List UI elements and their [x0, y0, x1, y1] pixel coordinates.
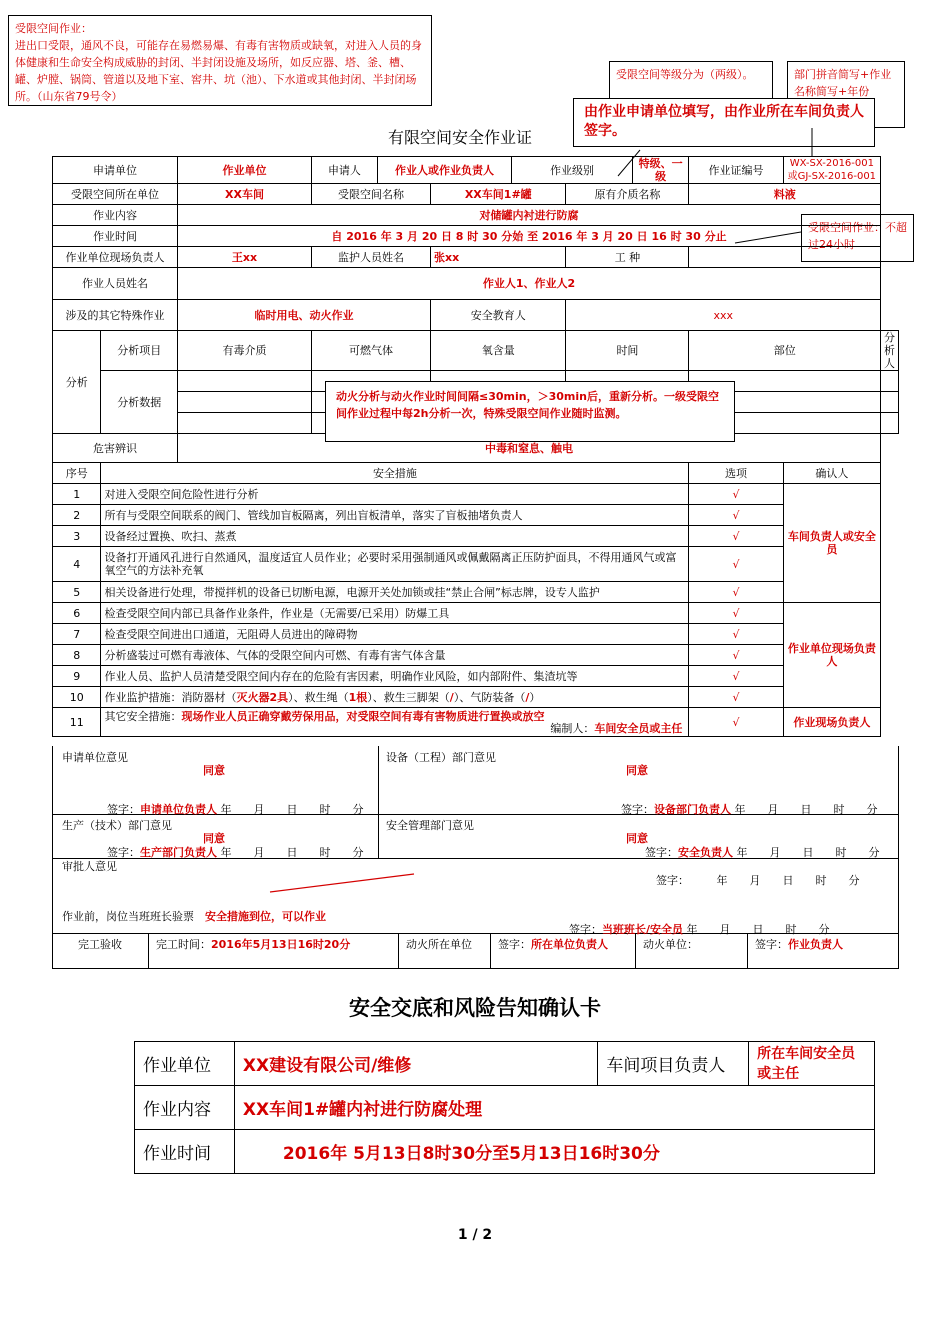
analysis-cell [881, 392, 899, 413]
completion-time-label: 完工时间： [156, 938, 211, 951]
measure-11-author: 车间安全员或主任 [594, 722, 683, 735]
space-unit-label: 受限空间所在单位 [53, 184, 178, 205]
production-opinion: 同意 [203, 832, 225, 845]
signature-date: 年 月 日 时 分 [734, 803, 878, 816]
analysis-cell [881, 371, 899, 392]
fire-unit-label: 动火所在单位 [406, 938, 472, 951]
signature-date: 年 月 日 时 分 [220, 846, 364, 859]
equipment-opinion: 同意 [626, 764, 648, 777]
monitor-label: 监护人员姓名 [312, 247, 431, 268]
measure-10-gas-gear: / [525, 690, 530, 704]
content-value: 对储罐内衬进行防腐 [178, 205, 881, 226]
signature-date: 年 月 日 时 分 [686, 923, 830, 936]
measures-header-option: 选项 [689, 463, 783, 484]
measure-11-text [101, 708, 689, 737]
completion-time: 2016年5月13日16时20分 [211, 938, 351, 951]
measures-header-measure: 安全措施 [101, 463, 689, 484]
opinions-divider [398, 933, 399, 969]
card-content-label: 作业内容 [135, 1086, 235, 1130]
measure-text: 所有与受限空间联系的阀门、管线加盲板隔离，列出盲板清单，落实了盲板抽堵负责人 [101, 505, 689, 526]
measure-text: 作业人员、监护人员清楚受限空间内存在的危险有害因素，明确作业风险，如内部附件、集渣坑等 [101, 666, 689, 687]
measure-check: √ [689, 484, 783, 505]
measure-10-rope: 1根 [348, 690, 368, 704]
analysis-note-callout [325, 381, 735, 442]
page-number: 1 / 2 [457, 1227, 493, 1243]
grade-value: 特级、一级 [632, 157, 688, 184]
time-value: 自 2016 年 3 月 20 日 8 时 30 分始 至 2016 年 3 月 20 日 16 时 30 分止 [178, 226, 881, 247]
pre-check-label: 作业前，岗位当班班长验票 [62, 910, 194, 923]
fire-unit-signature-line [498, 936, 608, 952]
fire-work-signature-line [755, 936, 843, 952]
applicant-opinion: 同意 [203, 764, 225, 777]
measure-10-part: 作业监护措施：消防器材（ [104, 690, 237, 704]
analysis-label: 分析 [53, 331, 101, 434]
measure-no: 11 [53, 708, 101, 737]
card-table [134, 1041, 875, 1174]
measure-10-part: ） [529, 690, 541, 704]
education-label: 安全教育人 [431, 300, 566, 331]
measure-no: 3 [53, 526, 101, 547]
applicant-unit-label: 申请单位 [53, 157, 178, 184]
site-leader-label: 作业单位现场负责人 [53, 247, 178, 268]
applicant-signature: 申请单位负责人 [140, 803, 217, 816]
measure-no: 10 [53, 687, 101, 708]
measure-no: 8 [53, 645, 101, 666]
measure-no: 1 [53, 484, 101, 505]
applicant-opinion-label: 申请单位意见 [62, 751, 128, 764]
measure-text: 检查受限空间进出口通道，无阻碍人员进出的障碍物 [101, 624, 689, 645]
medium-label: 原有介质名称 [566, 184, 689, 205]
measure-text: 设备经过置换、吹扫、蒸煮 [101, 526, 689, 547]
analysis-col-flammable: 可燃气体 [312, 331, 431, 371]
applicant-value: 作业人或作业负责人 [377, 157, 511, 184]
applicant-unit-value: 作业单位 [178, 157, 312, 184]
card-unit-label: 作业单位 [135, 1042, 235, 1086]
workers-value: 作业人1、作业人2 [178, 268, 881, 300]
fire-unit-signature: 所在单位负责人 [531, 938, 608, 951]
measures-header-no: 序号 [53, 463, 101, 484]
analysis-data-label: 分析数据 [101, 371, 178, 434]
measure-check: √ [689, 645, 783, 666]
applicant-label: 申请人 [312, 157, 378, 184]
confirm-group-1: 车间负责人或安全员 [783, 484, 880, 603]
content-label: 作业内容 [53, 205, 178, 226]
signature-label: 签字： [755, 938, 788, 951]
safety-signature: 安全负责人 [678, 846, 733, 859]
applicant-signature-line [107, 801, 364, 817]
permit-title: 有限空间安全作业证 [388, 128, 533, 147]
education-value: xxx [566, 300, 881, 331]
cert-no-value: WX-SX-2016-001或GJ-SX-2016-001 [783, 157, 880, 184]
signature-label: 签字： [645, 846, 678, 859]
equipment-signature: 设备部门负责人 [654, 803, 731, 816]
production-signature-line [107, 844, 364, 860]
card-content: XX车间1#罐内衬进行防腐处理 [234, 1086, 874, 1130]
measure-10-part: ）、气防装备（ [453, 690, 526, 704]
analysis-cell [178, 371, 312, 392]
trade-value [689, 247, 881, 268]
measure-text: 设备打开通风孔进行自然通风，温度适宜人员作业；必要时采用强制通风或佩戴隔离正压防护面具，不得用通风气或富氧空气的方法补充氧 [101, 547, 689, 582]
card-leader: 所在车间安全员或主任 [749, 1042, 875, 1086]
fill-note-text: 由作业申请单位填写，由作业所在车间负责人签字。 [584, 104, 864, 139]
measure-no: 9 [53, 666, 101, 687]
workers-label: 作业人员姓名 [53, 268, 178, 300]
card-leader-label: 车间项目负责人 [598, 1042, 749, 1086]
measure-check: √ [689, 526, 783, 547]
measure-text: 分析盛装过可燃有毒液体、气体的受限空间内可燃、有毒有害气体含量 [101, 645, 689, 666]
site-leader-value: 王xx [178, 247, 312, 268]
safety-opinion: 同意 [626, 832, 648, 845]
measure-10-extinguisher: 灭火器2具 [236, 690, 289, 704]
space-name-label: 受限空间名称 [312, 184, 431, 205]
opinions-divider [490, 933, 491, 969]
measure-text: 检查受限空间内部已具备作业条件，作业是（无需要/已采用）防爆工具 [101, 603, 689, 624]
time-label: 作业时间 [53, 226, 178, 247]
space-name-value: XX车间1#罐 [431, 184, 566, 205]
fire-work-label: 动火单位： [643, 938, 698, 951]
opinions-divider [635, 933, 636, 969]
pre-check-signature-line [569, 921, 830, 937]
measure-no: 7 [53, 624, 101, 645]
analysis-col-toxic: 有毒介质 [178, 331, 312, 371]
production-signature: 生产部门负责人 [140, 846, 217, 859]
definition-callout-title: 受限空间作业： [15, 22, 92, 35]
signature-label: 签字： [621, 803, 654, 816]
signature-label: 签字： [656, 874, 684, 887]
signature-label: 签字： [107, 803, 140, 816]
measure-10-tripod: / [449, 690, 454, 704]
measure-no: 2 [53, 505, 101, 526]
grade-label: 作业级别 [512, 157, 633, 184]
fire-work-signature: 作业负责人 [788, 938, 843, 951]
analysis-note-text: 动火分析与动火作业时间间隔≤30min，＞30min后，重新分析。一级受限空间作业过程中每2h分析一次，特殊受限空间作业随时监测。 [336, 390, 719, 420]
analysis-cell [178, 392, 312, 413]
measure-check: √ [689, 624, 783, 645]
measure-10-part: ）、救生三脚架（ [367, 690, 450, 704]
measure-text: 相关设备进行处理，带搅拌机的设备已切断电源，电源开关处加锁或挂“禁止合闸”标志牌，设专人监护 [101, 582, 689, 603]
safety-opinion-label: 安全管理部门意见 [386, 819, 474, 832]
analysis-item-label: 分析项目 [101, 331, 178, 371]
hazard-value: 中毒和窒息、触电 [178, 434, 881, 463]
equipment-opinion-label: 设备（工程）部门意见 [386, 751, 496, 764]
analysis-col-position: 部位 [689, 331, 881, 371]
signature-date: 年 月 日 时 分 [716, 874, 860, 887]
trade-label: 工 种 [566, 247, 689, 268]
measure-11-part: 其它安全措施： [104, 710, 182, 723]
opinions-divider [378, 746, 379, 858]
numbering-note-text: 部门拼音简写+作业名称简写+年份 [794, 68, 892, 98]
monitor-value: 张xx [431, 247, 566, 268]
confirm-group-2: 作业单位现场负责人 [783, 603, 880, 708]
equipment-signature-line [621, 801, 878, 817]
measure-check: √ [689, 582, 783, 603]
approver-opinion-label: 审批人意见 [62, 860, 117, 873]
measure-no: 6 [53, 603, 101, 624]
signature-label: 签字： [107, 846, 140, 859]
space-unit-value: XX车间 [178, 184, 312, 205]
measure-no: 5 [53, 582, 101, 603]
safety-signature-line [645, 844, 880, 860]
opinions-divider [747, 933, 748, 969]
signature-label: 签字： [569, 923, 602, 936]
grade-note-text: 受限空间等级分为（两级）。 [616, 68, 754, 81]
signature-date: 年 月 日 时 分 [736, 846, 880, 859]
analysis-cell [881, 413, 899, 434]
card-time: 2016年 5月13日8时30分至5月13日16时30分 [234, 1130, 874, 1174]
measure-11-detail: 现场作业人员正确穿戴劳保用品，对受限空间有毒有害物质进行置换或放空 [181, 710, 545, 723]
pre-check-line [62, 908, 326, 924]
measure-no: 4 [53, 547, 101, 582]
definition-callout-body: 进出口受限，通风不良，可能存在易燃易爆、有毒有害物质或缺氧，对进入人员的身体健康和生命安全构成威胁的封闭、半封闭设施及场所，如反应器、塔、釜、槽、罐、炉膛、锅筒、管道以及地下室、窖井、坑（池）、下水道或其他封闭、半封闭场所。（山东省79号令） [15, 39, 422, 103]
measure-check: √ [689, 505, 783, 526]
opinions-divider [148, 933, 149, 969]
measures-header-confirm: 确认人 [783, 463, 880, 484]
measure-10-part: ）、救生绳（ [288, 690, 349, 704]
card-unit: XX建设有限公司/维修 [234, 1042, 597, 1086]
card-title: 安全交底和风险告知确认卡 [349, 996, 601, 1020]
signature-label: 签字： [498, 938, 531, 951]
medium-value: 料液 [689, 184, 881, 205]
signature-date: 年 月 日 时 分 [220, 803, 364, 816]
measure-check: √ [689, 687, 783, 708]
special-value: 临时用电、动火作业 [178, 300, 431, 331]
measure-check: √ [689, 666, 783, 687]
completion-label: 完工验收 [78, 938, 122, 951]
production-opinion-label: 生产（技术）部门意见 [62, 819, 172, 832]
confirm-group-3: 作业现场负责人 [783, 708, 880, 737]
pre-check-value: 安全措施到位，可以作业 [205, 910, 326, 923]
approver-signature-line [656, 872, 860, 888]
measure-check: √ [689, 547, 783, 582]
hazard-label: 危害辨识 [53, 434, 178, 463]
analysis-cell [178, 413, 312, 434]
measure-11-author-label: 编制人： [550, 722, 595, 735]
measure-check: √ [689, 603, 783, 624]
analysis-col-time: 时间 [566, 331, 689, 371]
cert-no-label: 作业证编号 [689, 157, 783, 184]
permit-table [52, 156, 899, 737]
special-label: 涉及的其它特殊作业 [53, 300, 178, 331]
duration-note-text: 受限空间作业：不超过24小时 [808, 221, 907, 251]
measure-check: √ [689, 708, 783, 737]
approver-signature-stroke [268, 870, 418, 896]
measure-10-text [101, 687, 689, 708]
measure-text: 对进入受限空间危险性进行分析 [101, 484, 689, 505]
analysis-col-analyst: 分析人 [881, 331, 899, 371]
completion-time-line [156, 936, 350, 952]
pre-check-signature: 当班班长/安全员 [602, 923, 684, 936]
analysis-col-oxygen: 氧含量 [431, 331, 566, 371]
card-time-label: 作业时间 [135, 1130, 235, 1174]
